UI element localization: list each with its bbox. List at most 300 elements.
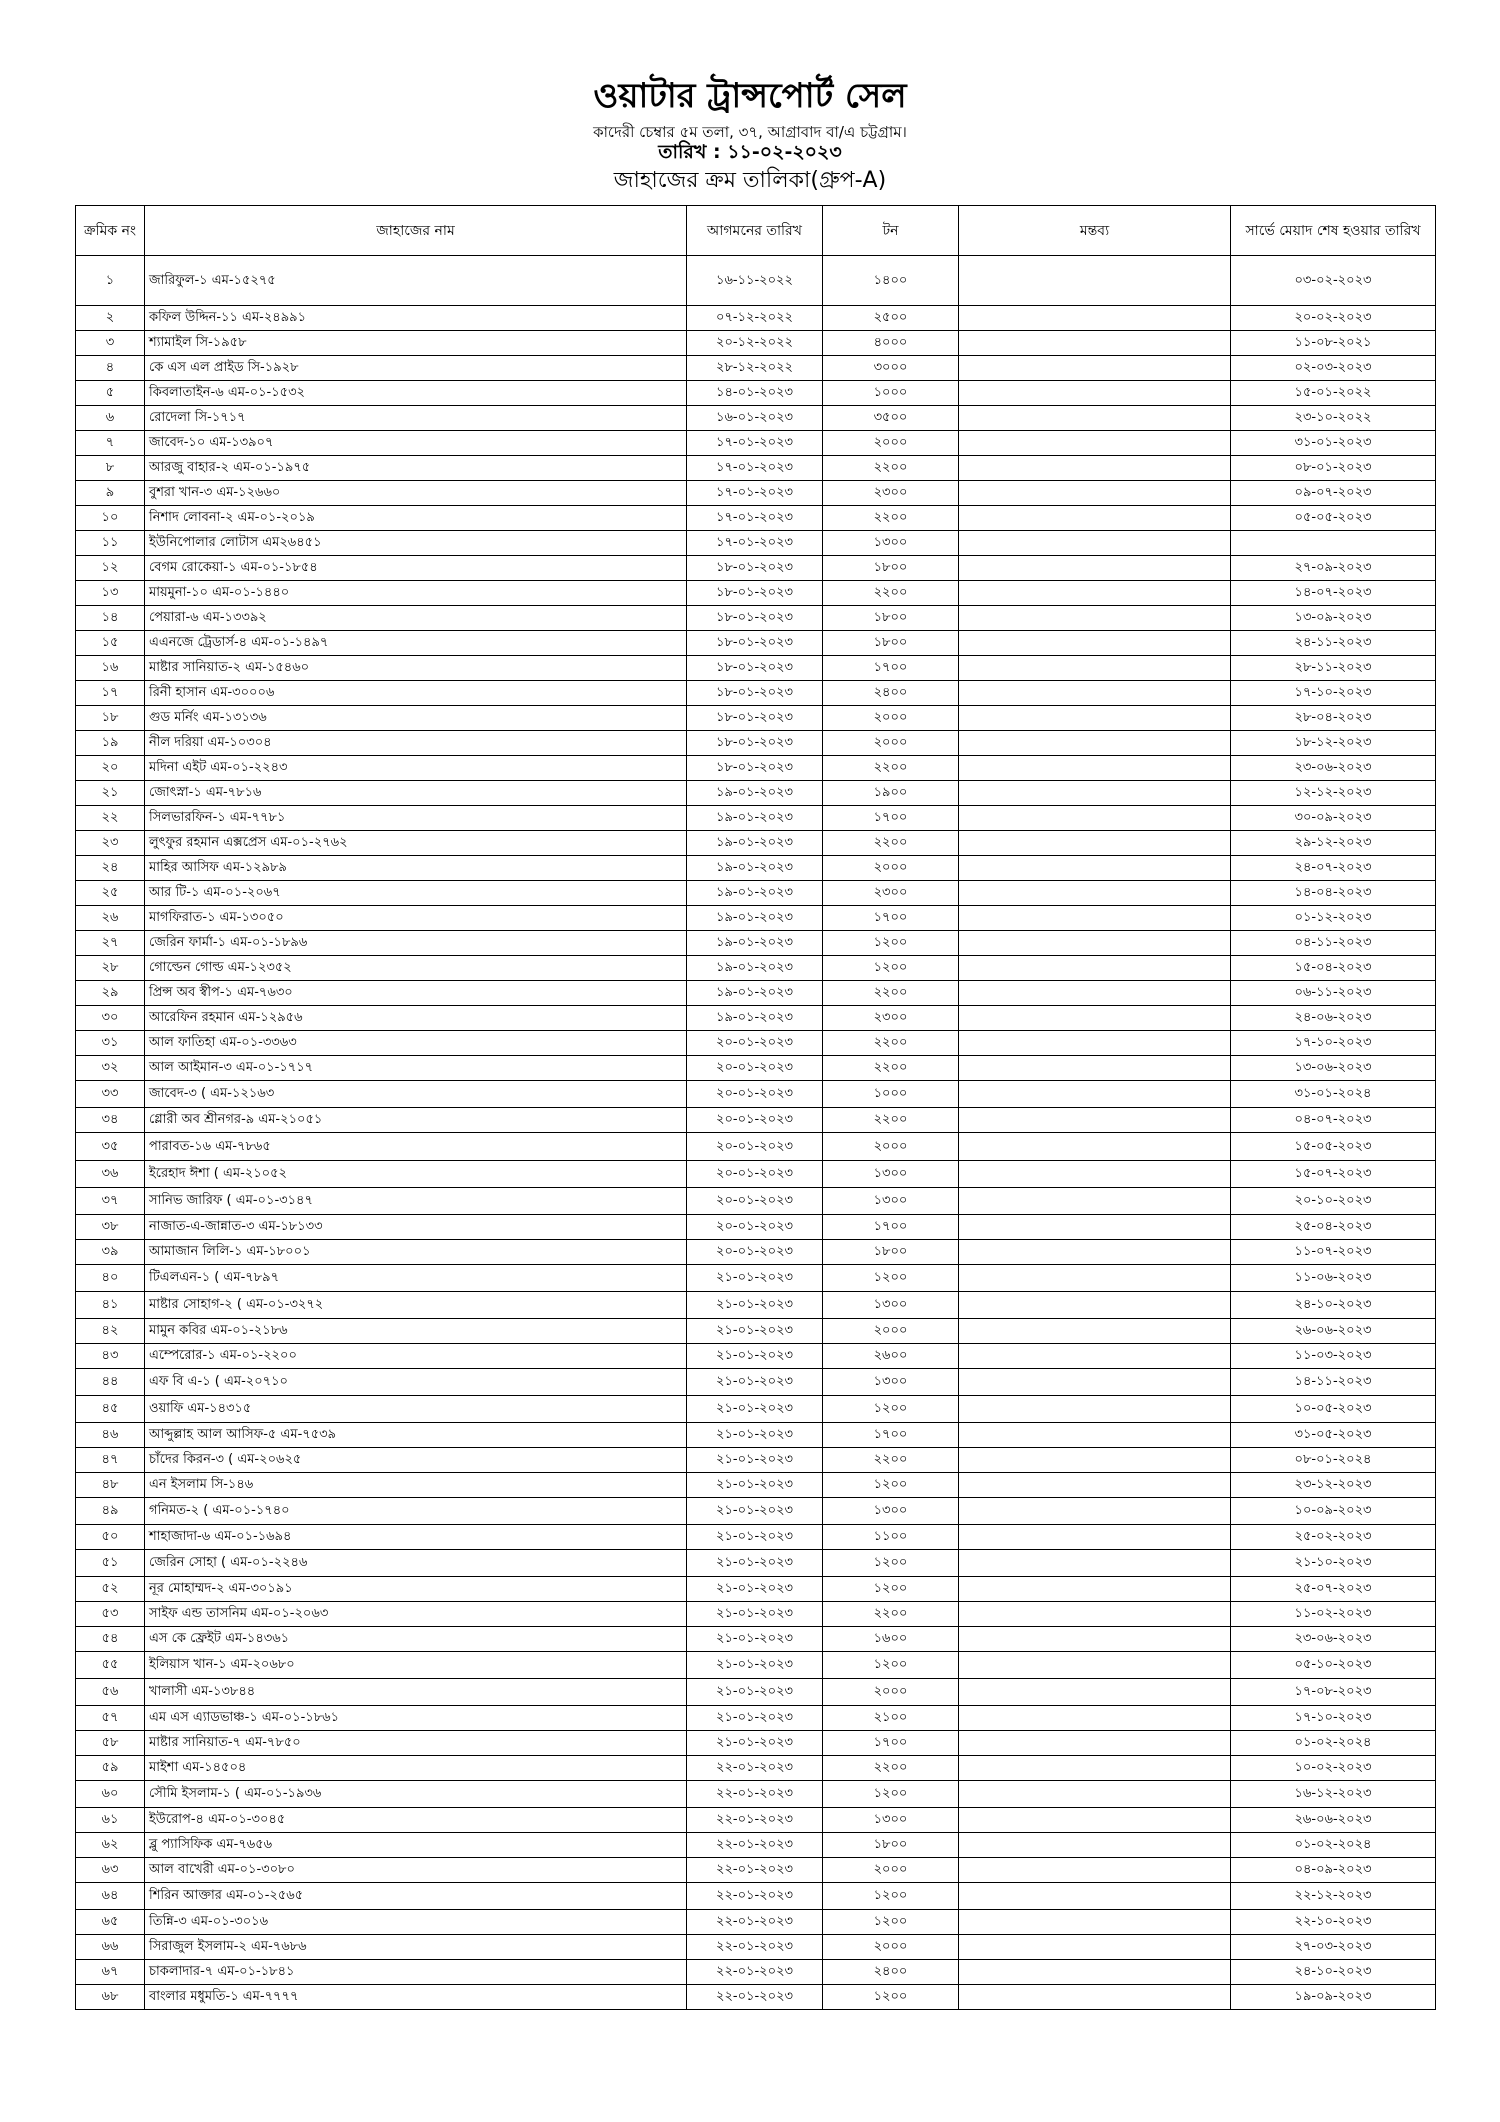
arrival-date-cell: ২১-০১-২০২৩ [687,1525,823,1550]
table-row [76,1602,1436,1627]
survey-expiry-cell: ২৪-১০-২০২৩ [1231,1960,1436,1985]
serial-cell: ২৮ [76,956,145,981]
remarks-cell [959,1188,1231,1215]
remarks-cell [959,1292,1231,1319]
table-row [76,781,1436,806]
tonnage-cell: ১১০০ [823,1525,959,1550]
arrival-date-cell: ২২-০১-২০২৩ [687,1833,823,1858]
ship-name-cell: আর টি-১ এম-০১-২০৬৭ [145,881,687,906]
table-row [76,856,1436,881]
ship-name-cell: গ্লোরী অব শ্রীনগর-৯ এম-২১০৫১ [145,1108,687,1133]
ship-name-cell: সিলভারফিন-১ এম-৭৭৮১ [145,806,687,831]
ship-name-cell: মাহির আসিফ এম-১২৯৮৯ [145,856,687,881]
table-row [76,906,1436,931]
serial-cell: ১৪ [76,606,145,631]
remarks-cell [959,1369,1231,1396]
table-row [76,931,1436,956]
survey-expiry-cell: ০১-১২-২০২৩ [1231,906,1436,931]
serial-cell: ৩৬ [76,1161,145,1188]
table-row [76,1240,1436,1265]
tonnage-cell: ১২০০ [823,956,959,981]
tonnage-cell: ২২০০ [823,506,959,531]
ship-name-cell: এফ বি এ-১ ( এম-২০৭১০ [145,1369,687,1396]
table-row [76,1706,1436,1731]
remarks-cell [959,856,1231,881]
remarks-cell [959,1781,1231,1808]
arrival-date-cell: ২২-০১-২০২৩ [687,1935,823,1960]
ship-name-cell: মাইশা এম-১৪৫০৪ [145,1756,687,1781]
remarks-cell [959,581,1231,606]
table-row [76,1858,1436,1883]
serial-cell: ১৮ [76,706,145,731]
arrival-date-cell: ১৯-০১-২০২৩ [687,806,823,831]
ship-name-cell: সিরাজুল ইসলাম-২ এম-৭৬৮৬ [145,1935,687,1960]
remarks-cell [959,781,1231,806]
survey-expiry-cell: ১১-০২-২০২৩ [1231,1602,1436,1627]
survey-expiry-cell: ২৪-১০-২০২৩ [1231,1292,1436,1319]
ship-name-cell: ইউনিপোলার লোটাস এম২৬৪৫১ [145,531,687,556]
tonnage-cell: ২৩০০ [823,1006,959,1031]
serial-cell: ২৩ [76,831,145,856]
remarks-cell [959,1498,1231,1525]
tonnage-cell: ২২০০ [823,1056,959,1081]
header-serial: ক্রমিক নং [76,206,145,256]
tonnage-cell: ১৯০০ [823,781,959,806]
survey-expiry-cell: ২১-১০-২০২৩ [1231,1550,1436,1577]
table-row [76,1081,1436,1108]
arrival-date-cell: ১৮-০১-২০২৩ [687,606,823,631]
table-row [76,1781,1436,1808]
table-row [76,1188,1436,1215]
serial-cell: ৩০ [76,1006,145,1031]
serial-cell: ৬৪ [76,1883,145,1910]
arrival-date-cell: ২১-০১-২০২৩ [687,1706,823,1731]
tonnage-cell: ১২০০ [823,1473,959,1498]
table-row [76,1133,1436,1161]
remarks-cell [959,931,1231,956]
tonnage-cell: ১২০০ [823,931,959,956]
serial-cell: ৩ [76,331,145,356]
table-row [76,581,1436,606]
remarks-cell [959,1056,1231,1081]
serial-cell: ৪৮ [76,1473,145,1498]
serial-cell: ৪৭ [76,1448,145,1473]
tonnage-cell: ১২০০ [823,1265,959,1292]
tonnage-cell: ২০০০ [823,856,959,881]
arrival-date-cell: ১৯-০১-২০২৩ [687,831,823,856]
tonnage-cell: ১২০০ [823,1550,959,1577]
ship-name-cell: আল আইমান-৩ এম-০১-১৭১৭ [145,1056,687,1081]
tonnage-cell: ২২০০ [823,456,959,481]
arrival-date-cell: ১৭-০১-২০২৩ [687,481,823,506]
survey-expiry-cell: ২৩-০৬-২০২৩ [1231,1627,1436,1652]
arrival-date-cell: ২১-০১-২০২৩ [687,1344,823,1369]
table-row [76,331,1436,356]
serial-cell: ২২ [76,806,145,831]
remarks-cell [959,1652,1231,1679]
arrival-date-cell: ২১-০১-২০২৩ [687,1679,823,1706]
table-row [76,1319,1436,1344]
survey-expiry-cell: ১৫-০৫-২০২৩ [1231,1133,1436,1161]
arrival-date-cell: ২২-০১-২০২৩ [687,1985,823,2010]
table-row [76,1006,1436,1031]
ship-name-cell: প্রিন্স অব স্বীপ-১ এম-৭৬৩০ [145,981,687,1006]
serial-cell: ৬৬ [76,1935,145,1960]
ship-name-cell: রোদেলা সি-১৭১৭ [145,406,687,431]
remarks-cell [959,531,1231,556]
serial-cell: ৫৪ [76,1627,145,1652]
survey-expiry-cell: ০২-০৩-২০২৩ [1231,356,1436,381]
office-address: কাদেরী চেম্বার ৫ম তলা, ৩৭, আগ্রাবাদ বা/এ চট্টগ্রাম। [593,123,907,141]
arrival-date-cell: ২২-০১-২০২৩ [687,1808,823,1833]
arrival-date-cell: ২১-০১-২০২৩ [687,1396,823,1423]
survey-expiry-cell: ৩১-০৫-২০২৩ [1231,1423,1436,1448]
arrival-date-cell: ২১-০১-২০২৩ [687,1473,823,1498]
arrival-date-cell: ২২-০১-২০২৩ [687,1910,823,1935]
survey-expiry-cell: ৩০-০৯-২০২৩ [1231,806,1436,831]
tonnage-cell: ১৭০০ [823,1423,959,1448]
survey-expiry-cell: ০১-০২-২০২৪ [1231,1833,1436,1858]
tonnage-cell: ১৩০০ [823,531,959,556]
remarks-cell [959,706,1231,731]
remarks-cell [959,1960,1231,1985]
arrival-date-cell: ২০-০১-২০২৩ [687,1133,823,1161]
ship-name-cell: লুৎফুর রহমান এক্সপ্রেস এম-০১-২৭৬২ [145,831,687,856]
serial-cell: ৫৫ [76,1652,145,1679]
serial-cell: ২ [76,306,145,331]
arrival-date-cell: ১৮-০১-২০২৩ [687,706,823,731]
header-ship-name: জাহাজের নাম [145,206,687,256]
remarks-cell [959,1423,1231,1448]
arrival-date-cell: ২২-০১-২০২৩ [687,1781,823,1808]
serial-cell: ২৭ [76,931,145,956]
serial-cell: ২০ [76,756,145,781]
tonnage-cell: ২২০০ [823,1756,959,1781]
survey-expiry-cell: ১৭-০৮-২০২৩ [1231,1679,1436,1706]
remarks-cell [959,331,1231,356]
header-arrival-date: আগমনের তারিখ [687,206,823,256]
serial-cell: ৬ [76,406,145,431]
tonnage-cell: ১২০০ [823,1781,959,1808]
tonnage-cell: ৩৫০০ [823,406,959,431]
arrival-date-cell: ১৯-০১-২০২৩ [687,856,823,881]
remarks-cell [959,1756,1231,1781]
survey-expiry-cell: ০৫-০৫-২০২৩ [1231,506,1436,531]
serial-cell: ৯ [76,481,145,506]
tonnage-cell: ২৬০০ [823,1344,959,1369]
ship-name-cell: আব্দুল্লাহ আল আসিফ-৫ এম-৭৫৩৯ [145,1423,687,1448]
tonnage-cell: ২২০০ [823,1602,959,1627]
arrival-date-cell: ১৭-০১-২০২৩ [687,456,823,481]
table-row [76,831,1436,856]
tonnage-cell: ১৩০০ [823,1808,959,1833]
remarks-cell [959,1161,1231,1188]
ship-name-cell: মাষ্টার সানিয়াত-২ এম-১৫৪৬০ [145,656,687,681]
table-row [76,656,1436,681]
remarks-cell [959,381,1231,406]
table-row [76,531,1436,556]
arrival-date-cell: ২০-০১-২০২৩ [687,1161,823,1188]
serial-cell: ৫৮ [76,1731,145,1756]
survey-expiry-cell: ১১-০৮-২০২১ [1231,331,1436,356]
ship-name-cell: ইউরোপ-৪ এম-০১-৩০৪৫ [145,1808,687,1833]
tonnage-cell: ২২০০ [823,581,959,606]
serial-cell: ২১ [76,781,145,806]
arrival-date-cell: ২০-০১-২০২৩ [687,1108,823,1133]
ship-name-cell: চাকলাদার-৭ এম-০১-১৮৪১ [145,1960,687,1985]
survey-expiry-cell: ২৬-০৬-২০২৩ [1231,1808,1436,1833]
survey-expiry-cell: ২৪-০৬-২০২৩ [1231,1006,1436,1031]
serial-cell: ৫ [76,381,145,406]
arrival-date-cell: ২০-০১-২০২৩ [687,1215,823,1240]
document-date: তারিখ : ১১-০২-২০২৩ [658,141,842,163]
remarks-cell [959,1910,1231,1935]
survey-expiry-cell: ২৮-০৪-২০২৩ [1231,706,1436,731]
survey-expiry-cell: ১১-০৭-২০২৩ [1231,1240,1436,1265]
survey-expiry-cell: ১৭-১০-২০২৩ [1231,1706,1436,1731]
survey-expiry-cell: ৩১-০১-২০২৪ [1231,1081,1436,1108]
table-row [76,1396,1436,1423]
serial-cell: ৫২ [76,1577,145,1602]
ship-name-cell: চাঁদের কিরন-৩ ( এম-২০৬২৫ [145,1448,687,1473]
survey-expiry-cell: ১৮-১২-২০২৩ [1231,731,1436,756]
tonnage-cell: ১৮০০ [823,631,959,656]
serial-cell: ৩৭ [76,1188,145,1215]
tonnage-cell: ১৮০০ [823,556,959,581]
serial-cell: ৪৬ [76,1423,145,1448]
survey-expiry-cell: ০৩-০২-২০২৩ [1231,256,1436,306]
tonnage-cell: ২০০০ [823,706,959,731]
table-row [76,1808,1436,1833]
tonnage-cell: ১৪০০ [823,256,959,306]
tonnage-cell: ১৭০০ [823,806,959,831]
ship-name-cell: কে এস এল প্রাইড সি-১৯২৮ [145,356,687,381]
table-row [76,481,1436,506]
remarks-cell [959,1935,1231,1960]
tonnage-cell: ১২০০ [823,1396,959,1423]
table-row [76,1833,1436,1858]
arrival-date-cell: ১৮-০১-২০২৩ [687,581,823,606]
table-header-row [76,206,1436,256]
header-survey-expiry: সার্ভে মেয়াদ শেষ হওয়ার তারিখ [1231,206,1436,256]
tonnage-cell: ২৫০০ [823,306,959,331]
arrival-date-cell: ২০-০১-২০২৩ [687,1188,823,1215]
ship-name-cell: জারিফুল-১ এম-১৫২৭৫ [145,256,687,306]
table-row [76,1265,1436,1292]
survey-expiry-cell: ২২-১২-২০২৩ [1231,1883,1436,1910]
arrival-date-cell: ২১-০১-২০২৩ [687,1627,823,1652]
serial-cell: ৬১ [76,1808,145,1833]
ship-name-cell: জোৎস্না-১ এম-৭৮১৬ [145,781,687,806]
ship-name-cell: ব্লু প্যাসিফিক এম-৭৬৫৬ [145,1833,687,1858]
arrival-date-cell: ২০-০১-২০২৩ [687,1240,823,1265]
header-tonnage: টন [823,206,959,256]
remarks-cell [959,556,1231,581]
table-row [76,1108,1436,1133]
remarks-cell [959,1473,1231,1498]
table-row [76,1031,1436,1056]
ship-name-cell: খালাসী এম-১৩৮৪৪ [145,1679,687,1706]
serial-cell: ৫১ [76,1550,145,1577]
ship-name-cell: কিবলাতাইন-৬ এম-০১-১৫৩২ [145,381,687,406]
remarks-cell [959,1344,1231,1369]
survey-expiry-cell: ২২-১০-২০২৩ [1231,1910,1436,1935]
tonnage-cell: ১৮০০ [823,1240,959,1265]
arrival-date-cell: ২১-০১-২০২৩ [687,1550,823,1577]
tonnage-cell: ১০০০ [823,381,959,406]
table-row [76,756,1436,781]
tonnage-cell: ২২০০ [823,756,959,781]
remarks-cell [959,831,1231,856]
ship-name-cell: বেগম রোকেয়া-১ এম-০১-১৮৫৪ [145,556,687,581]
ship-name-cell: গুড মর্নিং এম-১৩১৩৬ [145,706,687,731]
serial-cell: ৪২ [76,1319,145,1344]
arrival-date-cell: ২০-০১-২০২৩ [687,1081,823,1108]
remarks-cell [959,756,1231,781]
remarks-cell [959,306,1231,331]
tonnage-cell: ১০০০ [823,1081,959,1108]
ship-name-cell: নীল দরিয়া এম-১০৩০৪ [145,731,687,756]
serial-cell: ২৪ [76,856,145,881]
remarks-cell [959,1240,1231,1265]
tonnage-cell: ২০০০ [823,731,959,756]
table-row [76,356,1436,381]
survey-expiry-cell [1231,531,1436,556]
serial-cell: ৫৬ [76,1679,145,1706]
survey-expiry-cell: ১৫-০১-২০২২ [1231,381,1436,406]
serial-cell: ১০ [76,506,145,531]
ship-name-cell: পারাবত-১৬ এম-৭৮৬৫ [145,1133,687,1161]
tonnage-cell: ১৭০০ [823,1731,959,1756]
remarks-cell [959,1215,1231,1240]
tonnage-cell: ১৩০০ [823,1369,959,1396]
serial-cell: ৪৫ [76,1396,145,1423]
survey-expiry-cell: ১০-০৫-২০২৩ [1231,1396,1436,1423]
arrival-date-cell: ১৮-০১-২০২৩ [687,631,823,656]
table-row [76,1161,1436,1188]
table-row [76,1498,1436,1525]
remarks-cell [959,1833,1231,1858]
survey-expiry-cell: ২৪-০৭-২০২৩ [1231,856,1436,881]
table-row [76,556,1436,581]
survey-expiry-cell: ১৭-১০-২০২৩ [1231,681,1436,706]
ship-name-cell: গনিমত-২ ( এম-০১-১৭৪০ [145,1498,687,1525]
arrival-date-cell: ১৮-০১-২০২৩ [687,681,823,706]
remarks-cell [959,431,1231,456]
arrival-date-cell: ২০-১২-২০২২ [687,331,823,356]
remarks-cell [959,806,1231,831]
serial-cell: ২৯ [76,981,145,1006]
remarks-cell [959,881,1231,906]
table-row [76,956,1436,981]
arrival-date-cell: ১৪-০১-২০২৩ [687,381,823,406]
tonnage-cell: ২৪০০ [823,1960,959,1985]
serial-cell: ৬৩ [76,1858,145,1883]
table-row [76,506,1436,531]
survey-expiry-cell: ০৬-১১-২০২৩ [1231,981,1436,1006]
arrival-date-cell: ২০-০১-২০২৩ [687,1056,823,1081]
arrival-date-cell: ২১-০১-২০২৩ [687,1577,823,1602]
serial-cell: ৬৮ [76,1985,145,2010]
tonnage-cell: ১৩০০ [823,1292,959,1319]
tonnage-cell: ২৩০০ [823,481,959,506]
arrival-date-cell: ১৮-০১-২০২৩ [687,556,823,581]
remarks-cell [959,1985,1231,2010]
arrival-date-cell: ১৯-০১-২০২৩ [687,956,823,981]
survey-expiry-cell: ২৩-১২-২০২৩ [1231,1473,1436,1498]
serial-cell: ৩৪ [76,1108,145,1133]
tonnage-cell: ২২০০ [823,1031,959,1056]
serial-cell: ১ [76,256,145,306]
table-row [76,1369,1436,1396]
ship-name-cell: জেরিন ফার্মা-১ এম-০১-১৮৯৬ [145,931,687,956]
serial-cell: ৪৩ [76,1344,145,1369]
tonnage-cell: ২০০০ [823,1858,959,1883]
remarks-cell [959,1006,1231,1031]
remarks-cell [959,1448,1231,1473]
arrival-date-cell: ১৯-০১-২০২৩ [687,781,823,806]
ship-name-cell: পেয়ারা-৬ এম-১৩৩৯২ [145,606,687,631]
ship-name-cell: মাষ্টার সোহাগ-২ ( এম-০১-৩২৭২ [145,1292,687,1319]
ship-name-cell: মামুন কবির এম-০১-২১৮৬ [145,1319,687,1344]
ship-name-cell: শাহাজাদা-৬ এম-০১-১৬৯৪ [145,1525,687,1550]
remarks-cell [959,506,1231,531]
table-row [76,456,1436,481]
serial-cell: ৪৪ [76,1369,145,1396]
serial-cell: ৫৩ [76,1602,145,1627]
table-row [76,1627,1436,1652]
remarks-cell [959,1133,1231,1161]
arrival-date-cell: ১৯-০১-২০২৩ [687,981,823,1006]
table-row [76,806,1436,831]
tonnage-cell: ২১০০ [823,1706,959,1731]
tonnage-cell: ২০০০ [823,1319,959,1344]
tonnage-cell: ১৭০০ [823,656,959,681]
arrival-date-cell: ২০-০১-২০২৩ [687,1031,823,1056]
tonnage-cell: ২২০০ [823,1448,959,1473]
survey-expiry-cell: ০৪-১১-২০২৩ [1231,931,1436,956]
remarks-cell [959,731,1231,756]
ship-name-cell: কফিল উদ্দিন-১১ এম-২৪৯৯১ [145,306,687,331]
table-row [76,1577,1436,1602]
arrival-date-cell: ২১-০১-২০২৩ [687,1369,823,1396]
tonnage-cell: ১২০০ [823,1652,959,1679]
arrival-date-cell: ১৬-০১-২০২৩ [687,406,823,431]
survey-expiry-cell: ২৫-০২-২০২৩ [1231,1525,1436,1550]
remarks-cell [959,256,1231,306]
ship-name-cell: রিনী হাসান এম-৩০০০৬ [145,681,687,706]
tonnage-cell: ১২০০ [823,1985,959,2010]
survey-expiry-cell: ২০-১০-২০২৩ [1231,1188,1436,1215]
tonnage-cell: ১৩০০ [823,1498,959,1525]
arrival-date-cell: ২১-০১-২০২৩ [687,1602,823,1627]
ship-name-cell: টিএলএন-১ ( এম-৭৮৯৭ [145,1265,687,1292]
tonnage-cell: ১৩০০ [823,1188,959,1215]
survey-expiry-cell: ০৫-১০-২০২৩ [1231,1652,1436,1679]
survey-expiry-cell: ১২-১২-২০২৩ [1231,781,1436,806]
remarks-cell [959,1808,1231,1833]
table-row [76,1215,1436,1240]
table-row [76,381,1436,406]
remarks-cell [959,1577,1231,1602]
serial-cell: ৩৯ [76,1240,145,1265]
survey-expiry-cell: ২৭-০৩-২০২৩ [1231,1935,1436,1960]
arrival-date-cell: ২২-০১-২০২৩ [687,1756,823,1781]
ship-name-cell: সাইফ এন্ড তাসনিম এম-০১-২০৬৩ [145,1602,687,1627]
remarks-cell [959,1396,1231,1423]
remarks-cell [959,906,1231,931]
table-row [76,1056,1436,1081]
